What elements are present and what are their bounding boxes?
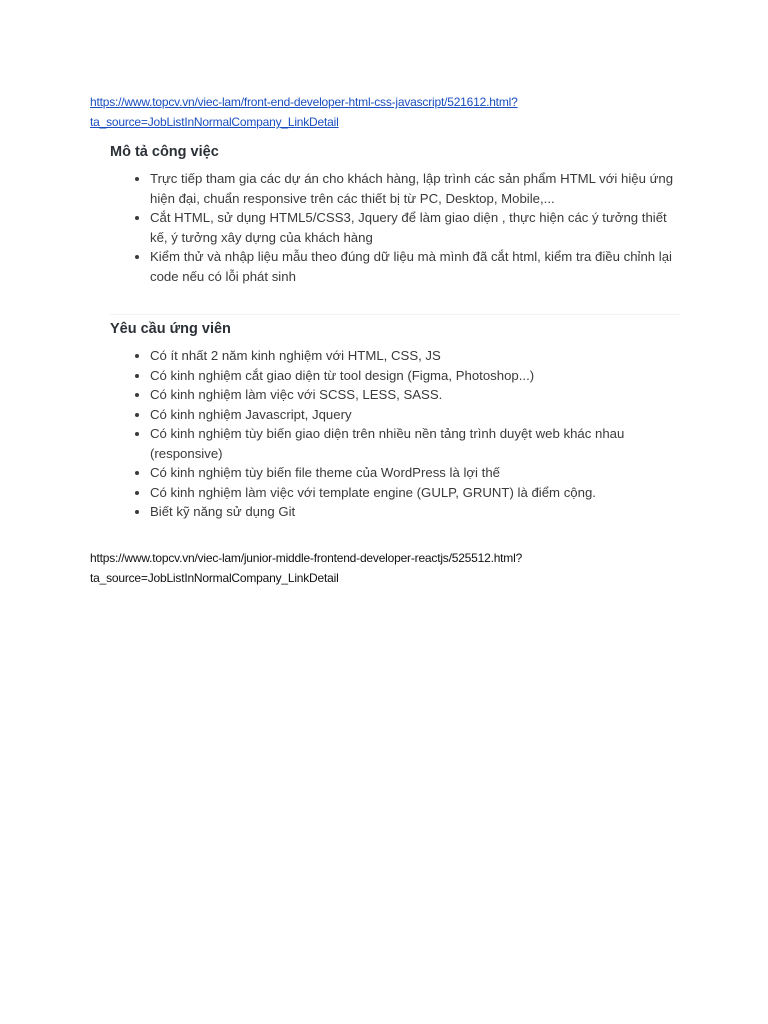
job-description-screenshot — [110, 140, 680, 286]
list-item: Có kinh nghiệm Javascript, Jquery — [134, 405, 680, 425]
list-item: Cắt HTML, sử dụng HTML5/CSS3, Jquery để làm giao diện , thực hiện các ý tưởng thiết kế, ý tưởng xây dựng của khách hàng — [134, 208, 680, 247]
job-link-line-1[interactable]: https://www.topcv.vn/viec-lam/front-end-developer-html-css-javascript/521612.html? — [90, 95, 518, 109]
list-item: Có kinh nghiệm tùy biến giao diện trên nhiều nền tảng trình duyệt web khác nhau (responsive) — [134, 424, 680, 463]
list-item: Có kinh nghiệm làm việc với template engine (GULP, GRUNT) là điểm cộng. — [134, 483, 680, 503]
candidate-requirements-list — [110, 346, 680, 522]
job-link-line-2: ta_source=JobListInNormalCompany_LinkDetail — [90, 571, 339, 585]
candidate-requirements-screenshot — [110, 314, 680, 522]
job-description-heading: Mô tả công việc — [110, 144, 219, 160]
job-description-list — [110, 169, 680, 286]
list-item: Có kinh nghiệm cắt giao diện từ tool design (Figma, Photoshop...) — [134, 366, 680, 386]
list-item: Có kinh nghiệm tùy biến file theme của WordPress là lợi thế — [134, 463, 680, 483]
list-item: Biết kỹ năng sử dụng Git — [134, 502, 680, 522]
job-link-line-2[interactable]: ta_source=JobListInNormalCompany_LinkDetail — [90, 115, 339, 129]
job-link-front-end-developer[interactable] — [90, 92, 690, 132]
candidate-requirements-heading: Yêu cầu ứng viên — [110, 321, 231, 337]
list-item: Trực tiếp tham gia các dự án cho khách hàng, lập trình các sản phẩm HTML với hiệu ứng hiện đại, chuẩn responsive trên các thiết bị từ PC, Desktop, Mobile,... — [134, 169, 680, 208]
list-item: Có kinh nghiệm làm việc với SCSS, LESS, SASS. — [134, 385, 680, 405]
job-link-junior-middle-frontend — [90, 548, 690, 588]
job-link-line-1: https://www.topcv.vn/viec-lam/junior-middle-frontend-developer-reactjs/525512.html? — [90, 551, 523, 565]
list-item: Có ít nhất 2 năm kinh nghiệm với HTML, CSS, JS — [134, 346, 680, 366]
list-item: Kiểm thử và nhập liệu mẫu theo đúng dữ liệu mà mình đã cắt html, kiểm tra điều chỉnh lại code nếu có lỗi phát sinh — [134, 247, 680, 286]
